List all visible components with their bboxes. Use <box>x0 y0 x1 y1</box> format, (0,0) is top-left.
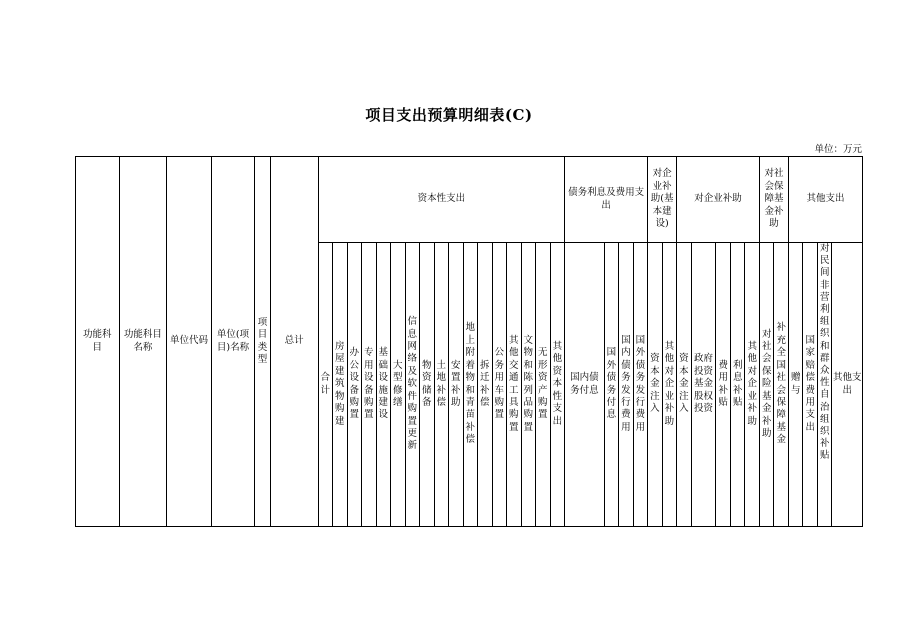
sub-d-domestic-fee: 国内债务发行费用 <box>619 243 634 527</box>
sub-c-transport: 其他交通工具购置 <box>507 243 522 527</box>
sub-c-infra: 基础设施建设 <box>376 243 391 527</box>
header-capital: 资本性支出 <box>318 157 565 243</box>
header-proj-type: 项目类型 <box>255 157 271 527</box>
sub-c-cultural: 文物和陈列品购置 <box>521 243 536 527</box>
sub-o-gift: 赠与 <box>788 243 803 527</box>
sub-c-special: 专用设备购置 <box>362 243 377 527</box>
header-ent-sub-construction: 对企业补助(基本建设) <box>648 157 677 243</box>
sub-c-repair: 大型修缮 <box>391 243 406 527</box>
sub-f-fee: 费用补贴 <box>716 243 731 527</box>
sub-o-other: 其他支出 <box>832 243 863 527</box>
sub-c-office: 办公设备购置 <box>347 243 362 527</box>
header-social: 对社会保障基金补助 <box>759 157 788 243</box>
sub-f-equity: 政府投资基金股权投资 <box>691 243 716 527</box>
sub-e-capital: 资本金注入 <box>648 243 663 527</box>
header-func-name: 功能科目名称 <box>119 157 167 527</box>
sub-c-attach: 地上附着物和青苗补偿 <box>463 243 478 527</box>
header-unit-code: 单位代码 <box>167 157 212 527</box>
sub-c-demolish: 拆迁补偿 <box>478 243 493 527</box>
sub-d-domestic: 国内债务付息 <box>565 243 604 527</box>
sub-o-private: 对民间非营利组织和群众性自治组织补贴 <box>817 243 832 527</box>
sub-c-house: 房屋建筑物购建 <box>333 243 348 527</box>
sub-c-it: 信息网络及软件购置更新 <box>405 243 420 527</box>
sub-e-other: 其他对企业补助 <box>662 243 677 527</box>
sub-c-land: 土地补偿 <box>434 243 449 527</box>
sub-c-reserve: 物资储备 <box>420 243 435 527</box>
page-title: 项目支出预算明细表(C) <box>365 106 533 124</box>
header-func-code: 功能科目 <box>76 157 120 527</box>
sub-f-other: 其他对企业补助 <box>745 243 760 527</box>
sub-d-foreign-fee: 国外债务发行费用 <box>633 243 648 527</box>
header-other: 其他支出 <box>788 157 862 243</box>
budget-table <box>75 156 863 527</box>
sub-c-car: 公务用车购置 <box>492 243 507 527</box>
sub-s-fund: 对社会保险基金补助 <box>759 243 774 527</box>
header-debt: 债务利息及费用支出 <box>565 157 648 243</box>
header-unit-name: 单位(项目)名称 <box>211 157 255 527</box>
header-total: 总计 <box>270 157 318 527</box>
sub-c-other: 其他资本性支出 <box>550 243 565 527</box>
sub-f-interest: 利息补贴 <box>730 243 745 527</box>
sub-f-capital: 资本金注入 <box>677 243 692 527</box>
sub-c-resettle: 安置补助 <box>449 243 464 527</box>
sub-o-compensation: 国家赔偿费用支出 <box>803 243 818 527</box>
sub-d-foreign: 国外债务付息 <box>604 243 619 527</box>
header-ent-sub: 对企业补助 <box>677 157 760 243</box>
sub-c-intangible: 无形资产购置 <box>536 243 551 527</box>
sub-c-total: 合计 <box>318 243 333 527</box>
unit-label: 单位：万元 <box>814 144 862 155</box>
sub-s-supplement: 补充全国社会保障基金 <box>774 243 789 527</box>
